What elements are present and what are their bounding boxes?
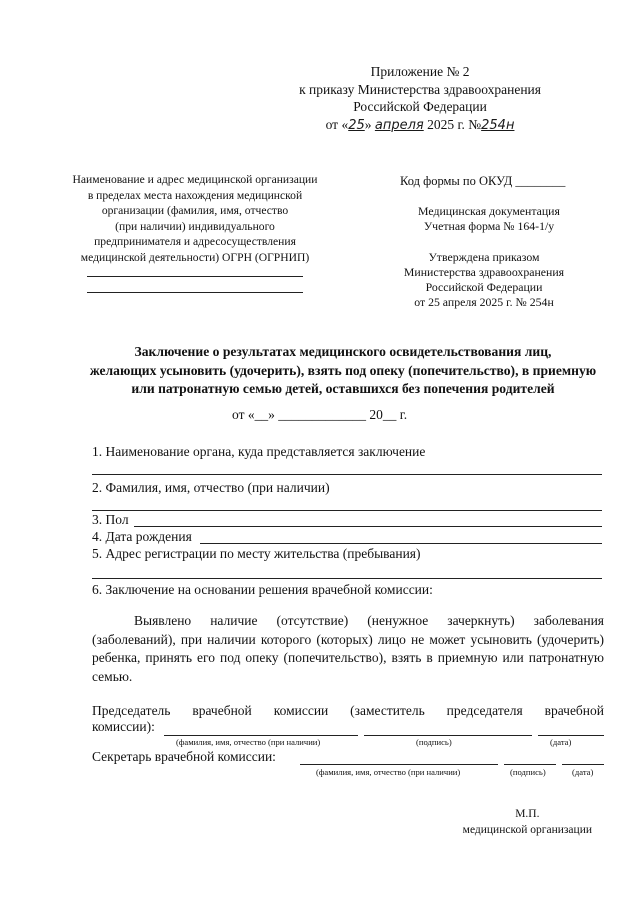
field-conclusion-label: 6. Заключение на основании решения врачебной комиссии: [92, 582, 433, 597]
okud-value: ________ [515, 174, 566, 188]
conclusion-text: Выявлено наличие (отсутствие) (ненужное зачеркнуть) заболевания (заболеваний), при наличии которого (которых) лицо не может усыновить (удочерить) ребенка, принять его под опеку (попечительство), взять в приемную или патронатную семью. [92, 613, 604, 684]
org-label-line: Наименование и адрес медицинской организации [72, 173, 318, 186]
approval-line: Министерства здравоохранения [403, 265, 565, 279]
okud-label: Код формы по ОКУД [400, 174, 513, 188]
org-label-line: предпринимателя и адресосуществления [94, 235, 296, 248]
date-mid: » [364, 116, 372, 132]
secretary-date-line[interactable] [562, 764, 604, 765]
chair-name-caption: (фамилия, имя, отчество (при наличии) [176, 737, 321, 747]
field-authority-line[interactable] [92, 474, 602, 475]
handwritten-month: апреля [374, 117, 424, 133]
chair-date-line[interactable] [538, 735, 604, 736]
chair-sign-line[interactable] [364, 735, 532, 736]
org-blank-line [87, 292, 303, 293]
medical-doc-block [400, 204, 578, 234]
approval-block [390, 250, 578, 310]
field-fullname-label: 2. Фамилия, имя, отчество (при наличии) [92, 480, 330, 495]
title-line: или патронатную семью детей, оставшихся без попечения родителей [131, 381, 555, 396]
approval-line: Российской Федерации [425, 280, 543, 294]
field-sex-label: 3. Пол [92, 512, 129, 527]
number-prefix: № [468, 116, 482, 132]
order-ministry: к приказу Министерства здравоохранения [299, 81, 541, 97]
field-address-line[interactable] [92, 578, 602, 579]
field-birthdate-line[interactable] [200, 543, 602, 544]
form-number: Учетная форма № 164-1/у [423, 219, 555, 233]
order-federation: Российской Федерации [353, 99, 487, 114]
secretary-date-caption: (дата) [572, 767, 594, 777]
handwritten-number: 254н [481, 117, 515, 133]
field-fullname-line[interactable] [92, 510, 602, 511]
org-label-line: медицинской деятельности) ОГРН (ОГРНИП) [80, 250, 310, 264]
stamp-mp: М.П. [515, 808, 540, 820]
org-blank-line [87, 276, 303, 277]
field-authority-label: 1. Наименование органа, куда представляется заключение [92, 444, 426, 459]
title-line: Заключение о результатах медицинского освидетельствования лиц, [134, 344, 552, 359]
stamp-place [463, 806, 592, 838]
field-address-label: 5. Адрес регистрации по месту жительства (пребывания) [92, 546, 421, 561]
date-prefix: от « [325, 116, 349, 132]
title-line: желающих усыновить (удочерить), взять под опеку (попечительство), в приемную [89, 362, 597, 378]
secretary-sign-caption: (подпись) [510, 767, 546, 777]
org-label-line: в пределах места нахождения медицинской [87, 188, 303, 202]
chair-label-line1: Председатель врачебной комиссии (заместитель председателя врачебной [92, 703, 604, 718]
org-label-line: организации (фамилия, имя, отчество [101, 204, 289, 217]
chair-name-line[interactable] [164, 735, 358, 736]
document-title [80, 343, 606, 399]
secretary-name-line[interactable] [300, 764, 498, 765]
field-birthdate-label: 4. Дата рождения [92, 529, 192, 544]
chair-date-caption: (дата) [550, 737, 572, 747]
handwritten-day: 25 [348, 117, 365, 133]
org-label-line: (при наличии) индивидуального [115, 219, 275, 233]
okud-code [400, 174, 565, 189]
approval-line: Утверждена приказом [428, 250, 540, 264]
medical-doc-line: Медицинская документация [418, 204, 560, 218]
secretary-name-caption: (фамилия, имя, отчество (при наличии) [316, 767, 461, 777]
conclusion-date: от «__» _____________ 20__ г. [232, 407, 408, 422]
field-sex-line[interactable] [134, 526, 602, 527]
approval-line: от 25 апреля 2025 г. № 254н [414, 295, 554, 309]
chair-label-line2: комиссии): [92, 719, 155, 734]
chair-sign-caption: (подпись) [416, 737, 452, 747]
date-year: 2025 г. [427, 116, 465, 132]
stamp-org: медицинской организации [462, 824, 592, 836]
appendix-header [299, 63, 541, 134]
secretary-label: Секретарь врачебной комиссии: [92, 749, 276, 764]
organization-block [56, 172, 334, 293]
order-date [299, 116, 541, 135]
secretary-sign-line[interactable] [504, 764, 556, 765]
appendix-number: Приложение № 2 [370, 64, 470, 79]
